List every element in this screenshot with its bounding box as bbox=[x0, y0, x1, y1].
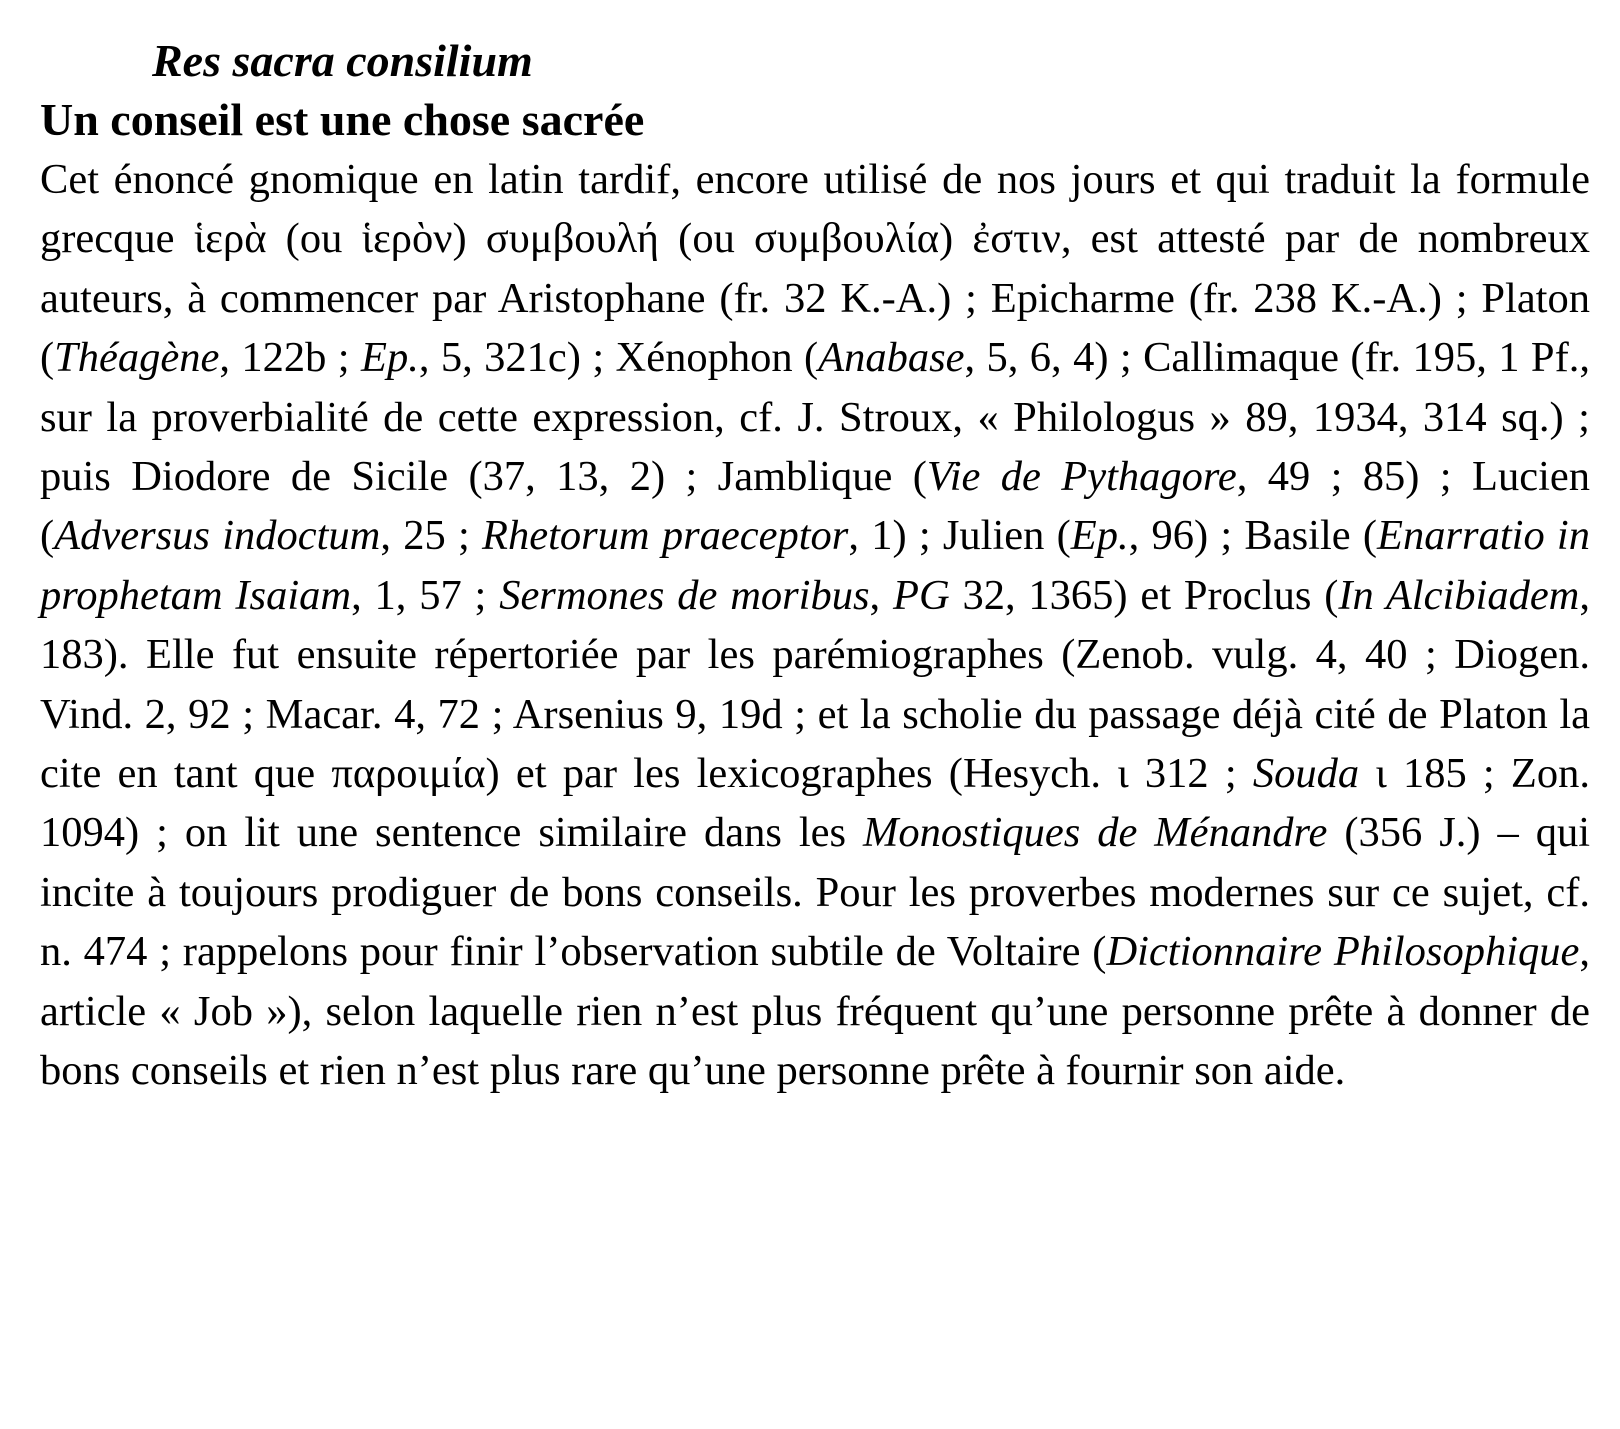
italic-reference: In Alcibiadem bbox=[1338, 571, 1580, 619]
commentary-text: , 5, 6, 4) ; Callimaque (fr. 195, 1 Pf., sur la proverbialité de cette expression, cf. J. Stroux, « Philologus » 89, 1934, 314 sq.) ; puis Diodore de Sicile (37, 13, 2) ; Jamblique ( bbox=[40, 334, 1590, 501]
italic-reference: Anabase bbox=[818, 334, 965, 382]
proverb-entry bbox=[40, 32, 1590, 1101]
italic-reference: Vie de Pythagore bbox=[926, 453, 1237, 501]
commentary-text: , 49 ; 85) ; Lucien ( bbox=[40, 453, 1590, 560]
commentary-paragraph bbox=[40, 150, 1590, 1101]
italic-reference: Dictionnaire Philosophique bbox=[1106, 928, 1580, 976]
commentary-text: , 183). Elle fut ensuite répertoriée par les parémiographes (Zenob. vulg. 4, 40 ; Diogen. Vind. 2, 92 ; Macar. 4, 72 ; Arsenius 9, 19d ; et la scholie du passage déjà cité de Platon la cite en tant que παροιμία) et par les lexicographes (Hesych. ι 312 ; bbox=[40, 571, 1590, 798]
commentary-text: (356 J.) – qui incite à toujours prodiguer de bons conseils. Pour les proverbes modernes sur ce sujet, cf. n. 474 ; rappelons pour finir l’observation subtile de Voltaire ( bbox=[40, 809, 1590, 976]
commentary-text: , 25 ; bbox=[380, 512, 483, 560]
italic-reference: PG bbox=[892, 571, 950, 619]
italic-reference: Ep. bbox=[1070, 512, 1129, 560]
commentary-text: , 1) ; Julien ( bbox=[848, 512, 1071, 560]
italic-reference: Adversus indoctum bbox=[54, 512, 381, 560]
commentary-text: , 122b ; bbox=[219, 334, 362, 382]
italic-reference: Rhetorum praeceptor bbox=[482, 512, 849, 560]
italic-reference: Théagène bbox=[54, 334, 220, 382]
latin-title: Res sacra consilium bbox=[152, 35, 533, 86]
italic-reference: Enarratio in prophetam Isaiam bbox=[40, 512, 1590, 619]
italic-reference: Sermones de moribus bbox=[499, 571, 870, 619]
commentary-text: , article « Job »), selon laquelle rien n’est plus fréquent qu’une personne prête à donner de bons conseils et rien n’est plus rare qu’une personne prête à fournir son aide. bbox=[40, 928, 1590, 1095]
commentary-text: , 5, 321c) ; Xénophon ( bbox=[418, 334, 819, 382]
french-title: Un conseil est une chose sacrée bbox=[40, 94, 645, 145]
italic-reference: Souda bbox=[1252, 750, 1360, 798]
commentary-text: 32, 1365) et Proclus ( bbox=[949, 571, 1339, 619]
commentary-text: , 96) ; Basile ( bbox=[1128, 512, 1378, 560]
commentary-text: , 1, 57 ; bbox=[351, 571, 500, 619]
commentary-text: ι 185 ; Zon. 1094) ; on lit une sentence similaire dans les bbox=[40, 750, 1591, 857]
italic-reference: Ep. bbox=[361, 334, 419, 382]
commentary-text: Cet énoncé gnomique en latin tardif, encore utilisé de nos jours et qui traduit la formule grecque ἱερὰ (ou ἱερὸν) συμβουλή (ou συμβουλία) ἐστιν, est attesté par de nombreux auteurs, à commencer par Aristophane (fr. 32 K.-A.) ; Epicharme (fr. 238 K.-A.) ; Platon ( bbox=[40, 156, 1590, 382]
commentary-text: , bbox=[869, 571, 893, 619]
italic-reference: Monostiques de Ménandre bbox=[863, 809, 1328, 857]
